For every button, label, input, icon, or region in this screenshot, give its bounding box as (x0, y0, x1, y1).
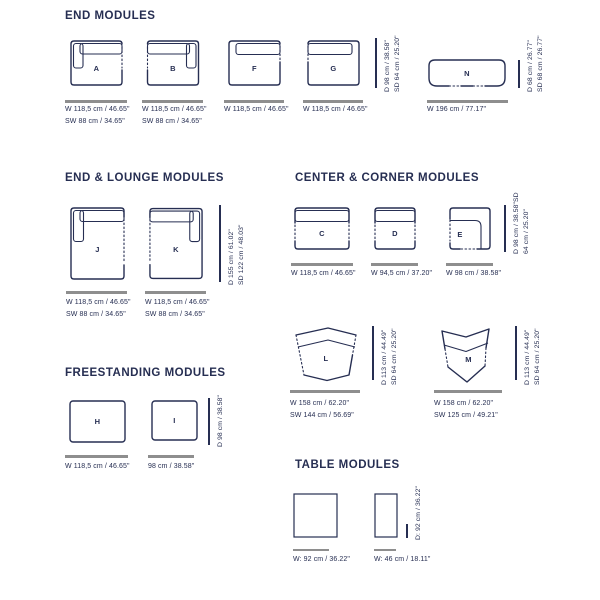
module-diagram-l (292, 326, 360, 385)
width-label: W 118,5 cm / 46.65" (66, 299, 131, 306)
section-title-end-lounge-modules: END & LOUNGE MODULES (65, 172, 224, 184)
width-label: W 118,5 cm / 46.65" (303, 106, 368, 113)
width-label: W 118,5 cm / 46.65" (224, 106, 289, 113)
width-label: W 118,5 cm / 46.65" (291, 270, 356, 277)
lounge-right-arm-icon (147, 205, 205, 282)
seat-width-label: SW 125 cm / 49.21" (434, 412, 498, 419)
seat-width-label: SW 88 cm / 34.65" (65, 118, 125, 125)
lounge-left-arm-icon (68, 205, 127, 282)
module-letter: A (93, 64, 100, 73)
section-title-center-corner-modules: CENTER & CORNER MODULES (295, 172, 480, 184)
dimension-label-corner-m: D 113 cm / 44.49" SD 64 cm / 25.20" (524, 328, 541, 385)
module-letter: B (170, 64, 176, 73)
dimension-label-center: D 98 cm / 38.58"SD 64 cm / 25.20" (513, 192, 530, 254)
width-label: W: 92 cm / 36.22" (293, 556, 350, 563)
sofa-back-open-left-icon (305, 38, 362, 88)
baseline-bar (148, 455, 194, 458)
baseline-bar (224, 100, 284, 103)
width-label: W 118,5 cm / 46.65" (65, 106, 130, 113)
module-letter: D (392, 229, 398, 238)
dimension-label-end-seat: D 98 cm / 38.58" SD 64 cm / 25.20" (384, 35, 401, 92)
module-diagram-g (305, 38, 362, 88)
baseline-bar (142, 100, 203, 103)
dimension-label-end-bench: D 68 cm / 26.77" SD 68 cm / 26.77" (527, 35, 544, 92)
baseline-bar (303, 100, 363, 103)
module-letter: F (252, 64, 257, 73)
table-square-icon (293, 493, 338, 538)
module-diagram-h (67, 398, 128, 445)
baseline-bar (293, 549, 329, 551)
section-title-end-modules: END MODULES (65, 10, 156, 22)
module-diagram-c (292, 205, 352, 252)
module-diagram-e (447, 205, 493, 252)
dimension-line (375, 38, 377, 88)
module-diagram-n (427, 58, 507, 88)
module-letter: M (465, 355, 472, 364)
module-letter: L (323, 354, 329, 363)
dimension-label-freestanding: D 98 cm / 38.58" (217, 395, 224, 447)
section-title-freestanding-modules: FREESTANDING MODULES (65, 367, 226, 379)
width-label: W: 46 cm / 18.11" (374, 556, 431, 563)
baseline-bar (291, 263, 353, 266)
module-letter: C (319, 229, 325, 238)
section-title-table-modules: TABLE MODULES (295, 459, 400, 471)
dimension-line (208, 398, 210, 445)
baseline-bar (65, 100, 127, 103)
module-diagram-table-narrow (374, 493, 398, 538)
baseline-bar (65, 455, 128, 458)
baseline-bar (290, 390, 360, 393)
module-diagram-table-square (293, 493, 338, 538)
module-diagram-j (68, 205, 127, 282)
module-diagram-i (149, 398, 200, 443)
baseline-bar (66, 291, 127, 294)
dimension-line (219, 205, 221, 282)
module-diagram-a (68, 38, 125, 88)
baseline-bar (145, 291, 206, 294)
seat-width-label: SW 88 cm / 34.65" (145, 311, 205, 318)
module-letter: E (457, 230, 463, 239)
module-diagram-m (437, 328, 500, 385)
baseline-bar (427, 100, 508, 103)
width-label: W 118,5 cm / 46.65" (145, 299, 210, 306)
module-letter: N (464, 69, 470, 78)
module-diagram-d (372, 205, 418, 252)
baseline-bar (374, 549, 396, 551)
sofa-end-left-arm-icon (68, 38, 125, 88)
module-diagram-k (147, 205, 205, 282)
dimension-line (515, 326, 517, 380)
module-letter: J (95, 245, 100, 254)
sofa-back-open-right-icon (226, 38, 283, 88)
dimension-line (372, 326, 374, 380)
seat-width-label: SW 144 cm / 56.69" (290, 412, 354, 419)
table-narrow-icon (374, 493, 398, 538)
width-label: W 196 cm / 77.17" (427, 106, 487, 113)
dimension-line (504, 205, 506, 252)
corner-module-icon (447, 205, 493, 252)
seat-width-label: SW 88 cm / 34.65" (66, 311, 126, 318)
dimension-label-lounge: D 155 cm / 61.02" SD 122 cm / 48.03" (228, 224, 245, 285)
module-diagram-b (144, 38, 202, 88)
width-label: W 94,5 cm / 37.20" (371, 270, 433, 277)
module-letter: H (94, 417, 101, 426)
dimension-line (406, 524, 408, 538)
width-label: W 118,5 cm / 46.65" (142, 106, 207, 113)
width-label: 98 cm / 38.58" (148, 463, 195, 470)
width-label: W 158 cm / 62.20" (290, 400, 350, 407)
seat-width-label: SW 88 cm / 34.65" (142, 118, 202, 125)
sofa-end-right-arm-icon (144, 38, 202, 88)
width-label: W 98 cm / 38.58" (446, 270, 502, 277)
baseline-bar (446, 263, 493, 266)
dimension-label-corner-l: D 113 cm / 44.49" SD 64 cm / 25.20" (381, 328, 398, 385)
baseline-bar (434, 390, 502, 393)
dimension-label-table: D: 92 cm / 36.22" (415, 486, 422, 540)
module-letter: I (173, 416, 176, 425)
module-letter: K (173, 245, 179, 254)
baseline-bar (371, 263, 418, 266)
width-label: W 118,5 cm / 46.65" (65, 463, 130, 470)
width-label: W 158 cm / 62.20" (434, 400, 494, 407)
module-letter: G (330, 64, 337, 73)
module-diagram-f (226, 38, 283, 88)
dimension-line (518, 60, 520, 88)
